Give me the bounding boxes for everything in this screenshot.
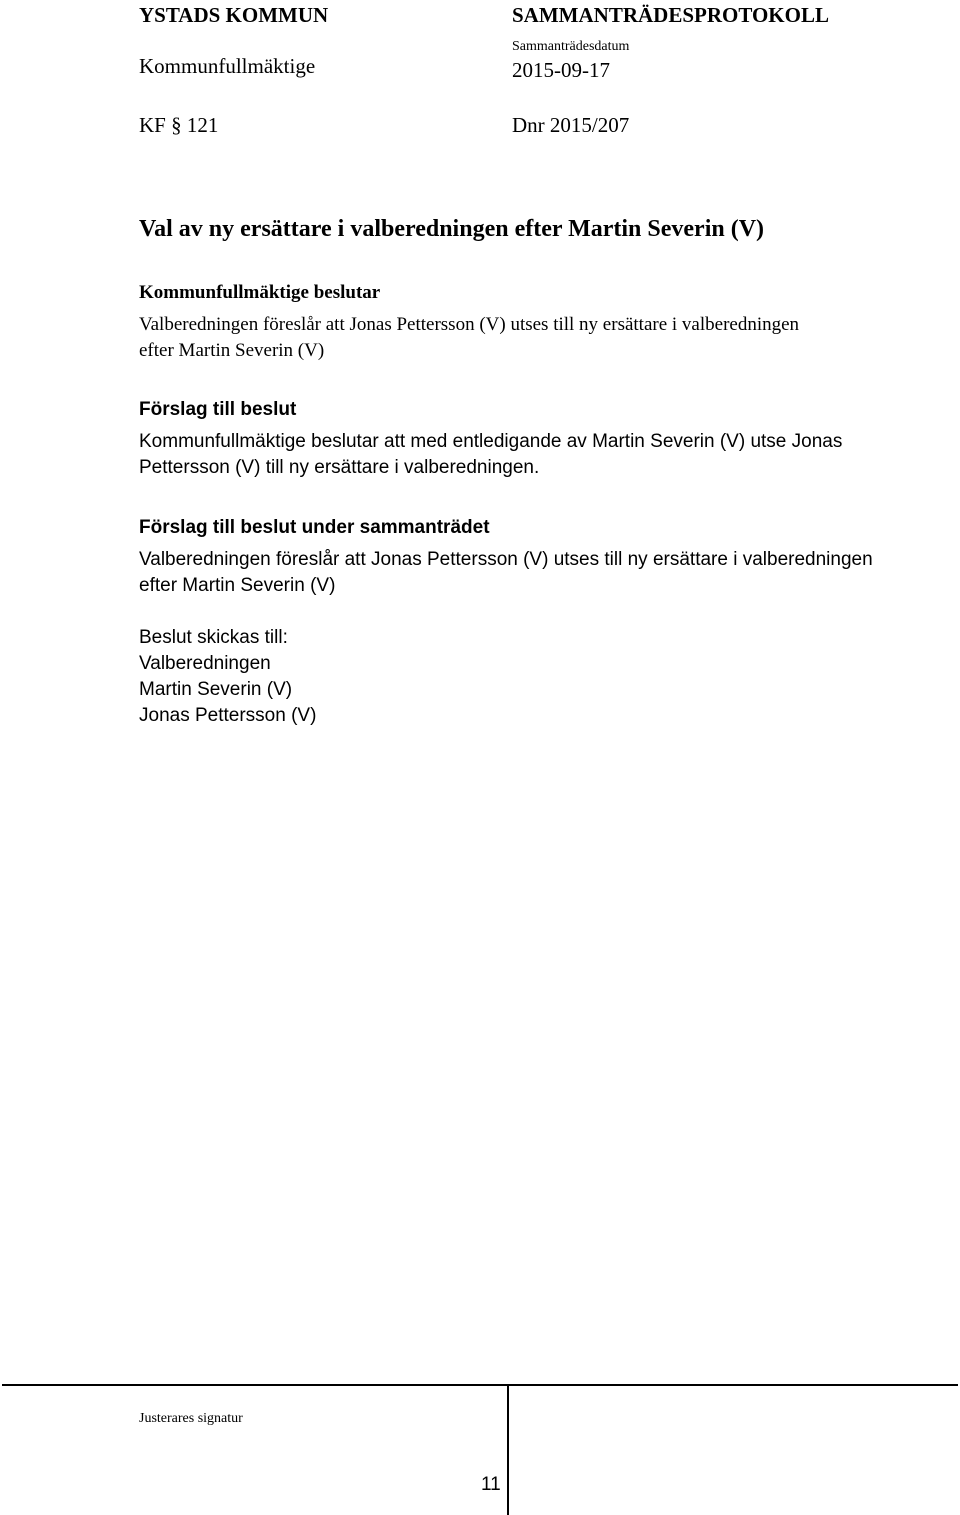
page-number: 11 [481,1474,501,1495]
signature-label: Justerares signatur [139,1411,243,1426]
proposal-heading: Förslag till beslut [139,399,297,420]
date-label: Sammanträdesdatum [512,39,630,54]
meeting-date: 2015-09-17 [512,58,610,82]
document-type: SAMMANTRÄDESPROTOKOLL [512,3,829,27]
footer-divider [2,1384,958,1386]
recipient: Jonas Pettersson (V) [139,705,317,726]
distribution-label: Beslut skickas till: [139,627,288,648]
proposal-line: Pettersson (V) till ny ersättare i valberedningen. [139,457,540,478]
org-name: YSTADS KOMMUN [139,3,329,27]
proposal-line: Kommunfullmäktige beslutar att med entledigande av Martin Severin (V) utse Jonas [139,431,843,452]
recipient: Martin Severin (V) [139,679,293,700]
decision-text [139,312,939,364]
paragraph-reference: KF § 121 [139,113,219,137]
meeting-proposal-line: Valberedningen föreslår att Jonas Pettersson (V) utses till ny ersättare i valberedningen [139,549,873,570]
decision-heading: Kommunfullmäktige beslutar [139,282,381,303]
distribution-list [139,625,939,729]
meeting-proposal-heading: Förslag till beslut under sammanträdet [139,517,490,538]
footer-column-divider [507,1385,509,1515]
proposal-text [139,429,939,481]
recipient: Valberedningen [139,653,271,674]
decision-line: Valberedningen föreslår att Jonas Pettersson (V) utses till ny ersättare i valberedningen [139,314,800,335]
decision-line: efter Martin Severin (V) [139,340,325,361]
diary-number: Dnr 2015/207 [512,113,630,137]
meeting-proposal-text [139,547,939,599]
committee-name: Kommunfullmäktige [139,54,316,78]
meeting-proposal-line: efter Martin Severin (V) [139,575,336,596]
page-title: Val av ny ersättare i valberedningen efter Martin Severin (V) [139,216,765,242]
